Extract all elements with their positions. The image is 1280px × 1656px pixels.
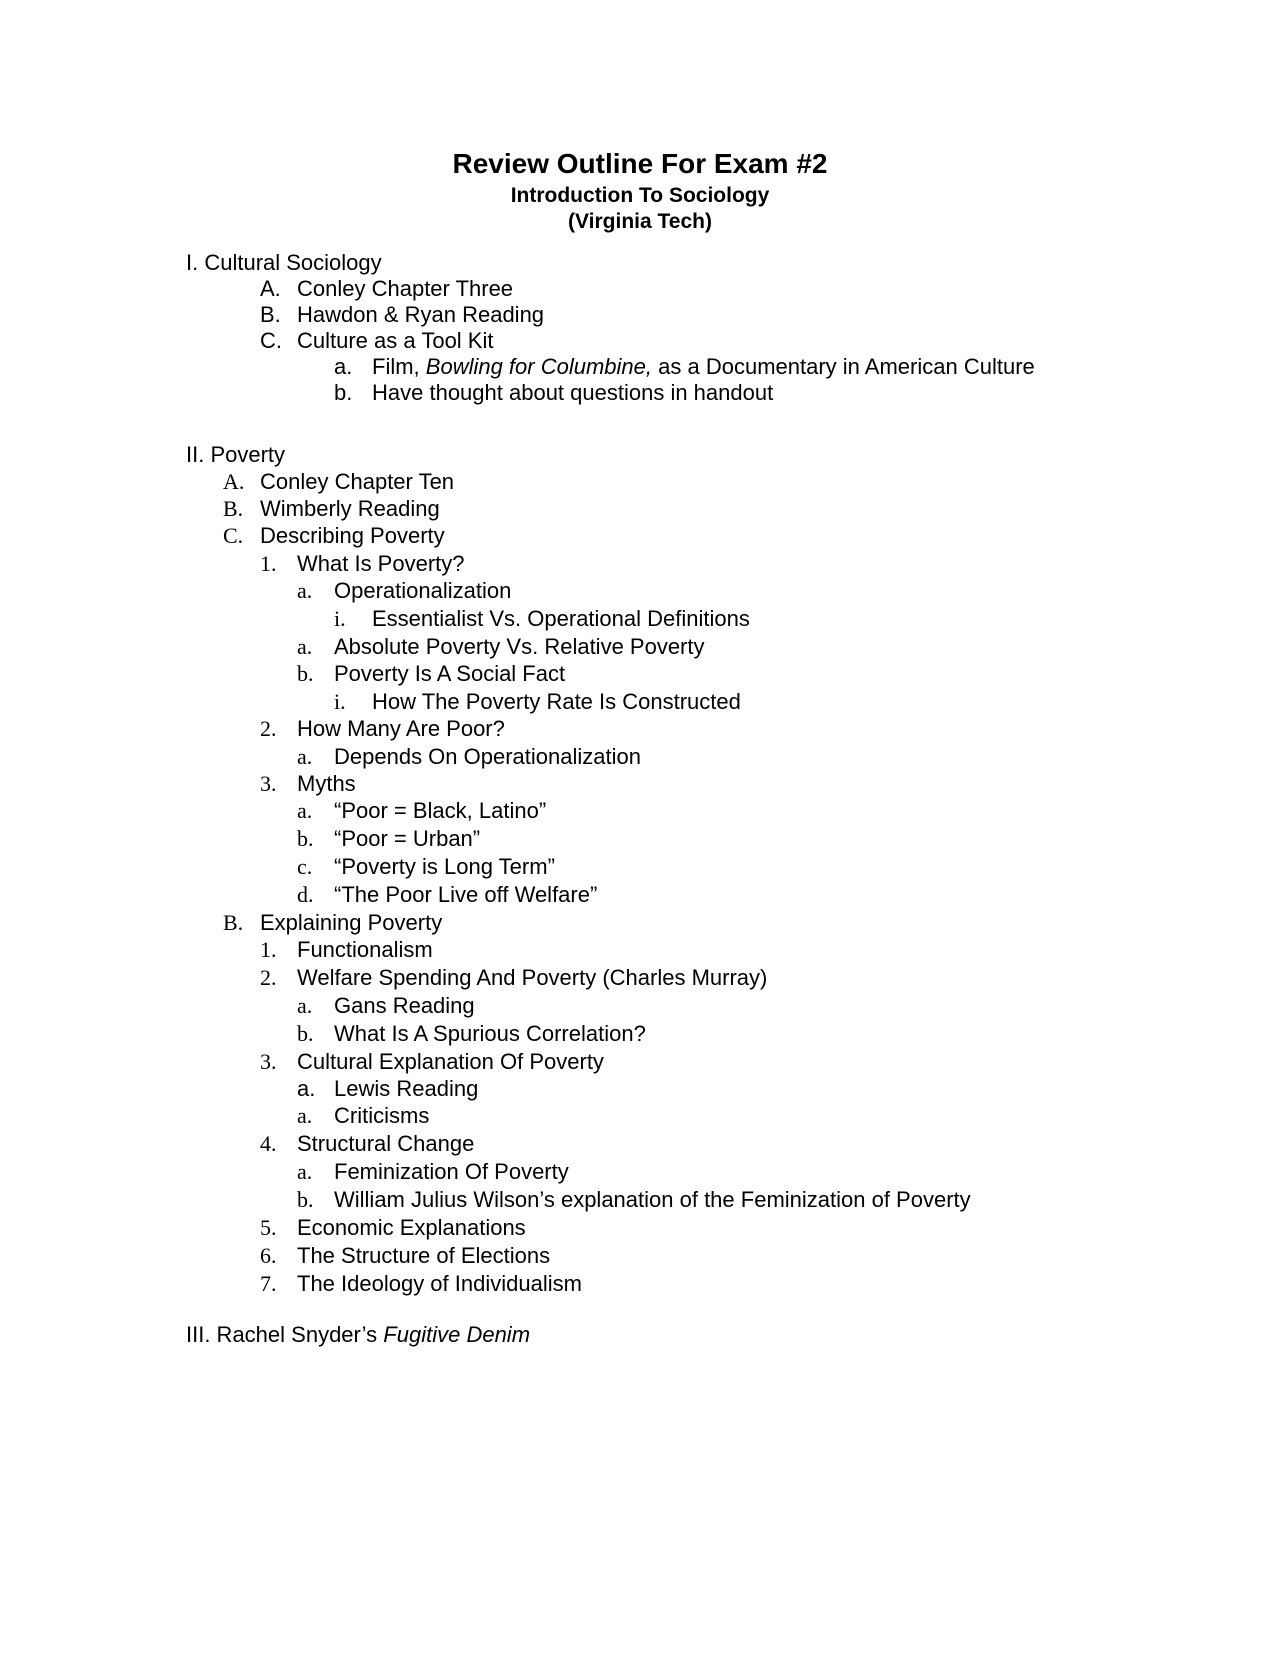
outline-item: Culture as a Tool Kit: [297, 328, 494, 353]
outline-marker: 1.: [260, 937, 277, 962]
outline-item: Cultural Explanation Of Poverty: [297, 1049, 604, 1074]
book-title: Fugitive Denim: [383, 1322, 531, 1347]
section-heading-cultural-sociology: I. Cultural Sociology: [186, 250, 382, 275]
outline-marker: b.: [297, 1021, 314, 1046]
institution-label: (Virginia Tech): [568, 210, 712, 233]
outline-item: The Ideology of Individualism: [297, 1271, 582, 1296]
outline-item: Lewis Reading: [334, 1076, 479, 1101]
outline-marker: b.: [297, 826, 314, 851]
outline-marker: B.: [223, 496, 244, 521]
outline-item: Essentialist Vs. Operational Definitions: [372, 606, 750, 631]
outline-item: Feminization Of Poverty: [334, 1159, 569, 1184]
outline-item: William Julius Wilson’s explanation of the Feminization of Poverty: [334, 1187, 971, 1212]
outline-marker: c.: [297, 854, 313, 879]
outline-item: Myths: [297, 771, 356, 796]
outline-item: Depends On Operationalization: [334, 744, 641, 769]
outline-marker: a.: [297, 993, 313, 1018]
outline-marker: a.: [297, 744, 313, 769]
outline-marker: 2.: [260, 716, 277, 741]
section-heading-poverty: II. Poverty: [186, 442, 286, 467]
outline-item: Poverty Is A Social Fact: [334, 661, 566, 686]
outline-marker: C.: [260, 328, 282, 353]
outline-item: Absolute Poverty Vs. Relative Poverty: [334, 634, 705, 659]
outline-marker: 1.: [260, 551, 277, 576]
outline-marker: B.: [223, 910, 244, 935]
outline-marker: a.: [297, 798, 313, 823]
outline-marker: C.: [223, 523, 244, 548]
outline-item: Economic Explanations: [297, 1215, 526, 1240]
outline-item: “The Poor Live off Welfare”: [334, 882, 598, 907]
outline-item: Criticisms: [334, 1103, 430, 1128]
outline-item: Conley Chapter Three: [297, 276, 514, 301]
outline-marker: 4.: [260, 1131, 277, 1156]
outline-marker: 3.: [260, 1049, 277, 1074]
film-prefix: Film,: [372, 354, 420, 379]
outline-marker: a.: [297, 1103, 313, 1128]
outline-item: Structural Change: [297, 1131, 475, 1156]
outline-item: How Many Are Poor?: [297, 716, 505, 741]
outline-marker: d.: [297, 882, 314, 907]
outline-item: Functionalism: [297, 937, 433, 962]
outline-item: “Poor = Urban”: [334, 826, 481, 851]
outline-marker: 3.: [260, 771, 277, 796]
film-title: Bowling for Columbine,: [425, 354, 653, 379]
outline-marker: b.: [297, 661, 314, 686]
outline-marker: a.: [297, 634, 313, 659]
section-heading-prefix: III. Rachel Snyder’s: [186, 1322, 378, 1347]
outline-item: Have thought about questions in handout: [372, 380, 774, 405]
outline-item: Gans Reading: [334, 993, 475, 1018]
outline-marker: a.: [334, 354, 353, 379]
outline-marker: 2.: [260, 965, 277, 990]
outline-marker: a.: [297, 1076, 316, 1101]
outline-item: What Is A Spurious Correlation?: [334, 1021, 646, 1046]
outline-marker: a.: [297, 578, 313, 603]
outline-item: “Poverty is Long Term”: [334, 854, 555, 879]
outline-marker: i.: [334, 689, 346, 714]
course-subtitle: Introduction To Sociology: [510, 184, 770, 207]
outline-item: How The Poverty Rate Is Constructed: [372, 689, 741, 714]
outline-marker: b.: [297, 1187, 314, 1212]
outline-item-film: [372, 354, 1035, 380]
outline-item: “Poor = Black, Latino”: [334, 798, 547, 823]
outline-marker: i.: [334, 606, 346, 631]
outline-marker: 6.: [260, 1243, 277, 1268]
outline-item: Operationalization: [334, 578, 512, 603]
outline-marker: 7.: [260, 1271, 277, 1296]
outline-item: What Is Poverty?: [297, 551, 465, 576]
page-title: Review Outline For Exam #2: [452, 148, 828, 179]
outline-item: Welfare Spending And Poverty (Charles Murray): [297, 965, 768, 990]
outline-marker: B.: [260, 302, 281, 327]
outline-item: Describing Poverty: [260, 523, 445, 548]
outline-item: Hawdon & Ryan Reading: [297, 302, 545, 327]
outline-item: Conley Chapter Ten: [260, 469, 455, 494]
film-suffix: as a Documentary in American Culture: [658, 354, 1035, 379]
outline-marker: 5.: [260, 1215, 277, 1240]
outline-marker: b.: [334, 380, 353, 405]
outline-marker: a.: [297, 1159, 313, 1184]
outline-item: Explaining Poverty: [260, 910, 443, 935]
outline-marker: A.: [223, 469, 245, 494]
section-heading-fugitive-denim: [186, 1322, 530, 1348]
outline-item: The Structure of Elections: [297, 1243, 551, 1268]
outline-item: Wimberly Reading: [260, 496, 440, 521]
outline-marker: A.: [260, 276, 281, 301]
